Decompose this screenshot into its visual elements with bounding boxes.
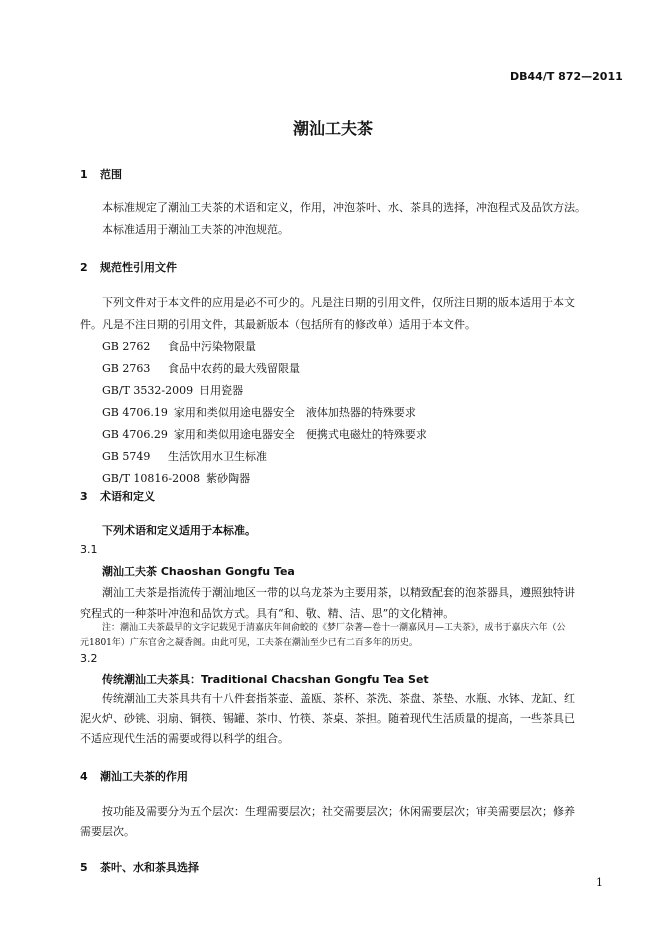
term-3-2-definition-line-3: 不适应现代生活的需要或得以科学的组合。 — [80, 732, 289, 745]
section-4-heading — [80, 768, 188, 784]
section-number: 1 — [80, 168, 88, 181]
term-3-2-definition-line-2: 泥火炉、砂铫、羽扇、铜筷、锡罐、茶巾、竹筷、茶桌、茶担。随着现代生活质量的提高，一些茶具已 — [80, 712, 575, 725]
reference-code: GB 2763 — [102, 362, 151, 375]
reference-title: 食品中农药的最大残留限量 — [168, 362, 300, 375]
section-2-intro-line-1: 下列文件对于本文件的应用是必不可少的。凡是注日期的引用文件，仅所注日期的版本适用于本文 — [102, 296, 575, 309]
term-3-1-definition-line-1: 潮汕工夫茶是指流传于潮汕地区一带的以乌龙茶为主要用茶，以精致配套的泡茶器具，遵照独特讲 — [102, 586, 575, 599]
term-3-2-number: 3.2 — [80, 652, 98, 665]
section-title: 术语和定义 — [100, 490, 155, 503]
section-1-paragraph-1: 本标准规定了潮汕工夫茶的术语和定义，作用，冲泡茶叶、水、茶具的选择，冲泡程式及品饮方法。 — [102, 201, 586, 214]
reference-item — [102, 426, 427, 442]
term-3-1-number: 3.1 — [80, 543, 98, 556]
reference-item — [102, 448, 267, 464]
reference-item — [102, 382, 243, 398]
section-2-intro-line-2: 件。凡是不注日期的引用文件，其最新版本（包括所有的修改单）适用于本文件。 — [80, 318, 476, 331]
term-3-2-title: 传统潮汕工夫茶具：Traditional Chacshan Gongfu Tea Set — [102, 673, 429, 686]
term-3-1-definition-line-2: 究程式的一种茶叶冲泡和品饮方式。具有“和、敬、精、洁、思”的文化精神。 — [80, 607, 455, 620]
reference-title: 日用瓷器 — [199, 384, 244, 397]
section-4-paragraph-line-2: 需要层次。 — [80, 825, 135, 838]
reference-code: GB 4706.29 — [102, 428, 168, 441]
section-4-paragraph-line-1: 按功能及需要分为五个层次：生理需要层次；社交需要层次；休闲需要层次；审美需要层次；修养 — [102, 805, 575, 818]
term-3-1-note-line-2: 元1801年）广东官舍之凝香阁。由此可见，工夫茶在潮汕至少已有二百多年的历史。 — [80, 638, 418, 648]
reference-title: 食品中污染物限量 — [168, 340, 256, 353]
section-title: 规范性引用文件 — [100, 261, 177, 274]
section-number: 3 — [80, 490, 88, 503]
page-number: 1 — [596, 876, 603, 889]
term-3-2-definition-line-1: 传统潮汕工夫茶具共有十八件套指茶壶、盖瓯、茶杯、茶洗、茶盘、茶垫、水瓶、水钵、龙缸、红 — [102, 692, 575, 705]
reference-title: 家用和类似用途电器安全 便携式电磁灶的特殊要求 — [173, 428, 427, 441]
reference-item — [102, 404, 416, 420]
term-3-1-title: 潮汕工夫茶 Chaoshan Gongfu Tea — [102, 565, 295, 578]
reference-code: GB 5749 — [102, 450, 151, 463]
reference-item — [102, 470, 250, 486]
standard-number: DB44/T 872—2011 — [510, 70, 623, 83]
reference-title: 家用和类似用途电器安全 液体加热器的特殊要求 — [173, 406, 416, 419]
section-number: 2 — [80, 261, 88, 274]
section-title: 茶叶、水和茶具选择 — [100, 861, 199, 874]
section-5-heading — [80, 859, 199, 875]
term-3-1-note-line-1: 注：潮汕工夫茶最早的文字记载见于清嘉庆年间俞蛟的《梦厂杂著—卷十一潮嘉风月—工夫茶》，成书于嘉庆六年（公 — [102, 623, 566, 633]
section-title: 潮汕工夫茶的作用 — [100, 770, 188, 783]
reference-item — [102, 338, 256, 354]
reference-code: GB 4706.19 — [102, 406, 168, 419]
section-2-heading — [80, 259, 177, 275]
document-title: 潮汕工夫茶 — [292, 119, 373, 138]
section-3-heading — [80, 488, 155, 504]
section-title: 范围 — [100, 168, 122, 181]
section-1-heading — [80, 166, 122, 182]
section-3-intro: 下列术语和定义适用于本标准。 — [102, 524, 256, 537]
section-1-paragraph-2: 本标准适用于潮汕工夫茶的冲泡规范。 — [102, 223, 289, 236]
reference-code: GB 2762 — [102, 340, 151, 353]
section-number: 5 — [80, 861, 88, 874]
reference-code: GB/T 3532-2009 — [102, 384, 194, 397]
section-number: 4 — [80, 770, 88, 783]
reference-title: 紫砂陶器 — [206, 472, 251, 485]
reference-item — [102, 360, 300, 376]
reference-title: 生活饮用水卫生标准 — [168, 450, 267, 463]
reference-code: GB/T 10816-2008 — [102, 472, 201, 485]
